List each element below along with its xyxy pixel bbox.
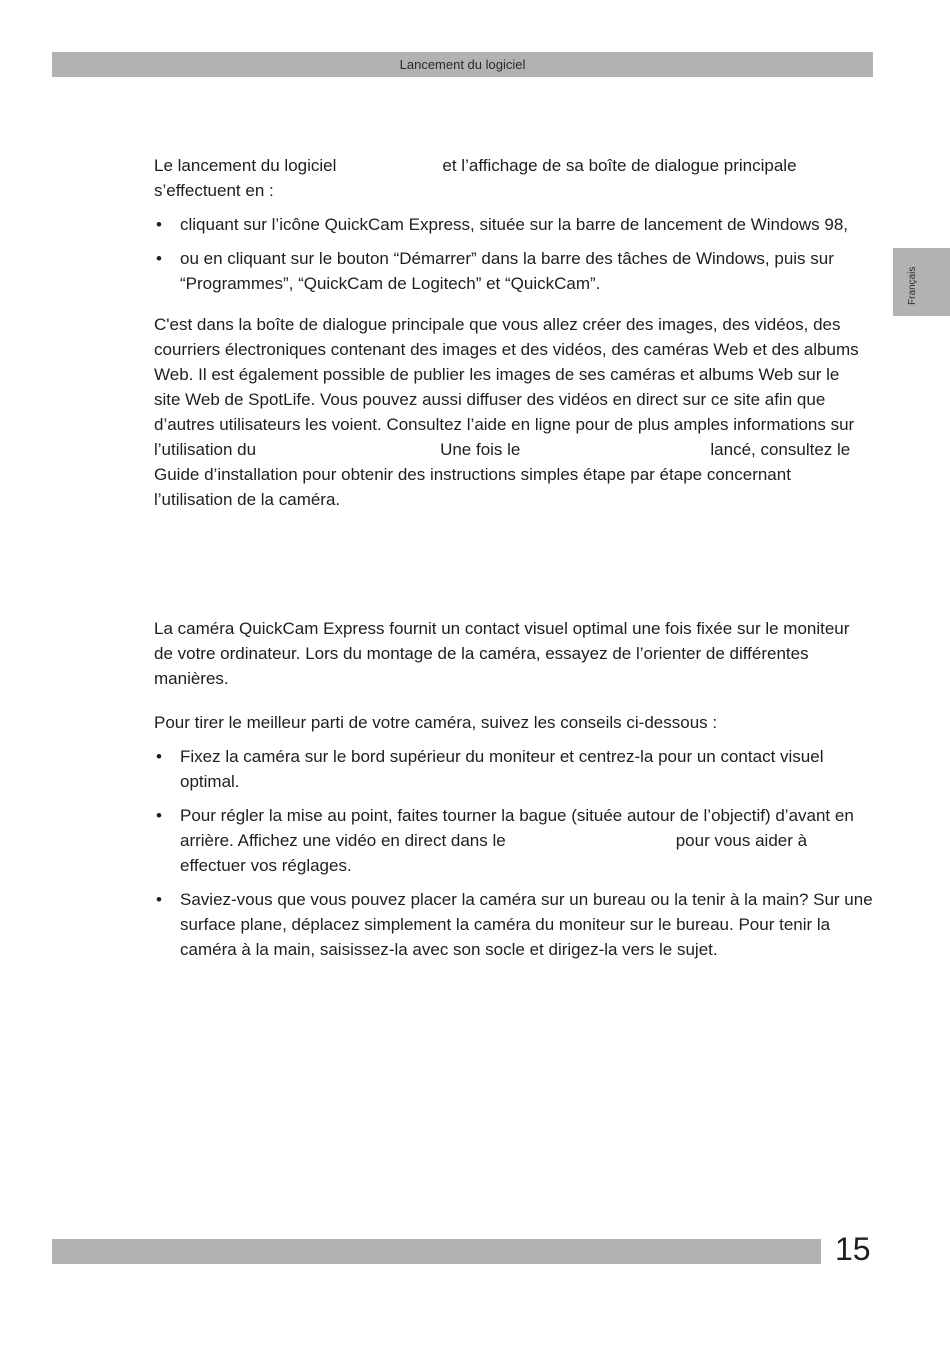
tip-text-part1: Pour régler la mise au point, faites tourner la bague (située autour de l’objectif) d’avant en arrière. Affichez une vidéo en direct dans le [180,806,854,850]
header-title: Lancement du logiciel [399,57,526,72]
body-text-part1: C'est dans la boîte de dialogue principale que vous allez créer des images, des vidéos, des courriers électroniques contenant des images et des vidéos, des caméras Web et des albums Web. Il est également possible de publier les images de ses caméras et albums Web sur le site Web de SpotLife. Vous pouvez aussi diffuser des vidéos en direct sur ce site afin que d’autres utilisateurs les voient. Consultez l’aide en ligne pour de plus amples informations sur l’utilisation du [154,315,859,459]
list-item [154,803,860,878]
body-text-part2: Une fois le [440,440,521,459]
camera-paragraph: La caméra QuickCam Express fournit un contact visuel optimal une fois fixée sur le moniteur de votre ordinateur. Lors du montage de la caméra, essayez de l’orienter de différentes manières. [154,619,850,688]
tip-text-part2: pour vous aider à effectuer vos réglages. [180,831,808,875]
intro-text-part1: Le lancement du logiciel [154,156,337,175]
intro-text-part2: et l’affichage de sa boîte de dialogue principale s’effectuent en : [154,156,797,200]
main-dialog-paragraph [154,312,869,512]
launch-methods-list [154,212,879,296]
tips-list [154,744,879,962]
list-item: • Fixez la caméra sur le bord supérieur du moniteur et centrez-la pour un contact visuel optimal. [154,744,879,794]
running-header [52,52,873,77]
footer-bar [52,1239,821,1264]
list-item: • Saviez-vous que vous pouvez placer la caméra sur un bureau ou la tenir à la main? Sur une surface plane, déplacez simplement la caméra du moniteur sur le bureau. Pour tenir la caméra à la main, saisissez-la avec son socle et dirigez-la vers le sujet. [154,887,879,962]
intro-paragraph [154,153,879,203]
page-content [154,153,879,971]
list-item: • cliquant sur l’icône QuickCam Express, située sur la barre de lancement de Windows 98, [154,212,879,237]
list-item: • ou en cliquant sur le bouton “Démarrer” dans la barre des tâches de Windows, puis sur “Programmes”, “QuickCam de Logitech” et “QuickCam”. [154,246,879,296]
tips-intro: Pour tirer le meilleur parti de votre caméra, suivez les conseils ci-dessous : [154,713,718,732]
language-tab [893,248,950,316]
body-text-part3: lancé, consultez le Guide d’installation pour obtenir des instructions simples étape par étape concernant l’utilisation de la caméra. [154,440,851,509]
page-number: 15 [835,1231,871,1267]
language-tab-label: Français [907,266,918,305]
